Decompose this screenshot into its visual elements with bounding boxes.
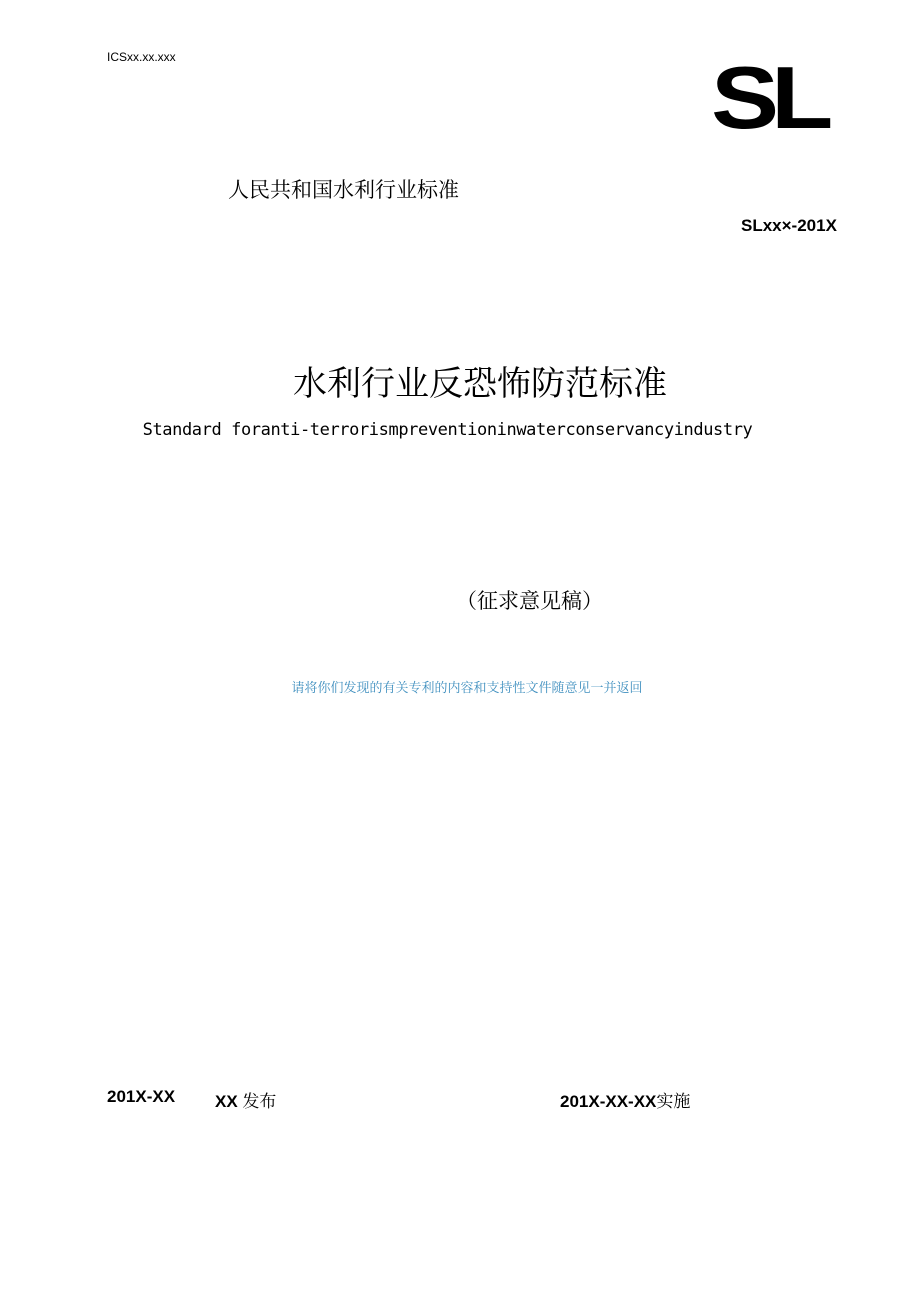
ics-code: ICSxx.xx.xxx <box>107 50 176 64</box>
publish-label: 发布 <box>242 1092 277 1112</box>
publish-date: 201X-XX <box>107 1087 176 1106</box>
implement-info <box>560 1087 690 1112</box>
publish-info <box>215 1087 276 1112</box>
issuer-title: 人民共和国水利行业标准 <box>228 178 459 202</box>
patent-notice: 请将你们发现的有关专利的内容和支持性文件随意见一并返回 <box>291 681 643 696</box>
implement-date: 201X-XX-XX <box>560 1092 657 1111</box>
document-title-english: Standard foranti-terrorismpreventioninwaterconservancyindustry <box>142 420 753 440</box>
standard-number: SLxx×-201X <box>741 216 837 235</box>
document-title-chinese: 水利行业反恐怖防范标准 <box>293 364 667 404</box>
implement-label: 实施 <box>656 1092 691 1112</box>
draft-status: （征求意见稿） <box>456 589 603 613</box>
publish-day: XX <box>215 1092 238 1111</box>
sl-logo: SL <box>711 48 826 147</box>
